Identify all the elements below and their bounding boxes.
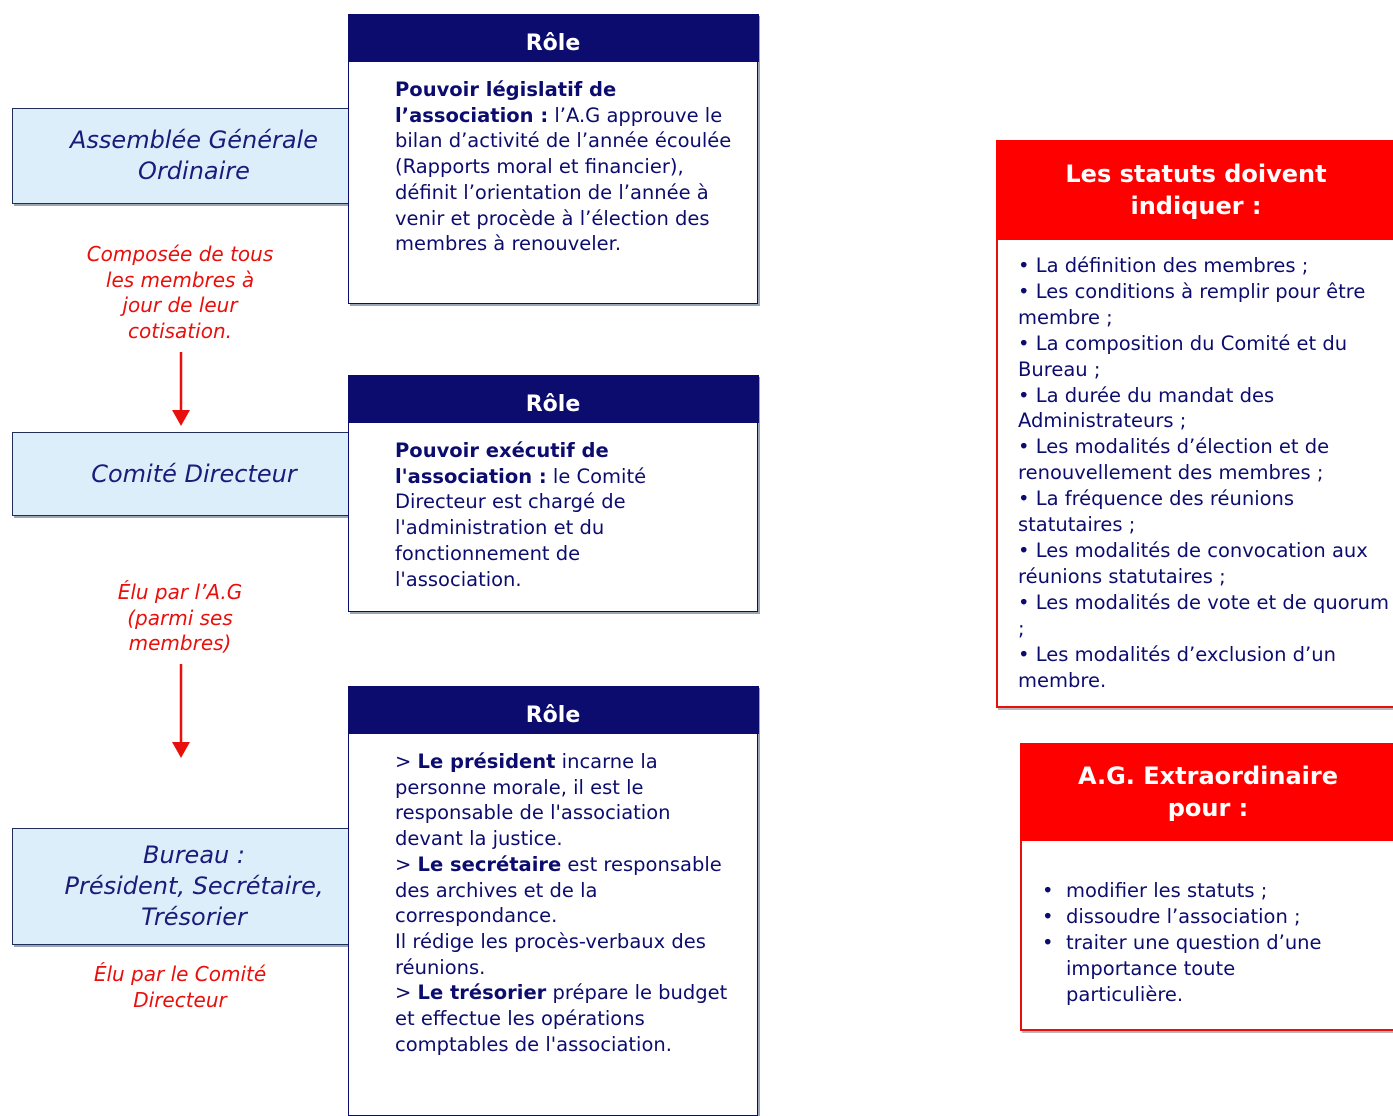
statuts-title	[996, 140, 1393, 240]
note-line: Élu par le Comité	[93, 962, 267, 986]
comite-election-note	[40, 580, 320, 657]
note-line: Élu par l’A.G	[117, 580, 243, 604]
statuts-title-text: Les statuts doivent indiquer :	[1065, 160, 1327, 220]
role-title: Rôle	[348, 686, 759, 734]
list-item: • La fréquence des réunions statutaires ;	[1018, 487, 1295, 537]
tresorier-bold: Le trésorier	[417, 981, 547, 1005]
arrow-down-icon	[168, 664, 194, 760]
role-desc: l’A.G approuve le bilan d’activité de l’année écoulée (Rapports moral et financier), définit l’orientation de l’année à venir et procède à l’élection des membres à renouveler.	[395, 103, 732, 256]
secretaire-paragraph-2: Il rédige les procès-verbaux des réunions.	[395, 929, 706, 979]
list-item: • traiter une question d’une importance toute particulière.	[1042, 930, 1352, 1008]
bureau-box	[12, 828, 376, 945]
role-box-ag	[348, 14, 758, 304]
role-bold: Pouvoir législatif de l’association :	[395, 78, 617, 127]
tresorier-desc: prépare le budget et effectue les opérations comptables de l'association.	[395, 981, 728, 1056]
list-item: • dissoudre l’association ;	[1042, 904, 1352, 930]
list-item: • La durée du mandat des Administrateurs ;	[1018, 383, 1275, 433]
bureau-election-note	[40, 962, 320, 1013]
ag-extraordinaire-title-text: A.G. Extraordinaire pour :	[1077, 762, 1339, 822]
comite-directeur-label: Comité Directeur	[91, 459, 297, 488]
note-line: Composée de tous	[86, 242, 274, 266]
list-item: • modifier les statuts ;	[1042, 878, 1352, 904]
note-line: membres)	[128, 631, 232, 655]
comite-directeur-box	[12, 432, 376, 516]
role-text	[395, 438, 695, 592]
list-item: • Les modalités de vote et de quorum ;	[1018, 590, 1390, 640]
bullet-prefix: >	[395, 750, 418, 773]
role-box-bureau	[348, 686, 758, 1116]
ag-composition-note	[40, 242, 320, 344]
list-item: • Les modalités d’exclusion d’un membre.	[1018, 642, 1336, 692]
secretaire-desc: est responsable des archives et de la correspondance.	[395, 852, 722, 928]
ag-extraordinaire-list	[1042, 878, 1352, 1008]
president-bold: Le président	[417, 750, 556, 773]
statuts-list	[1018, 253, 1390, 693]
role-text	[395, 749, 735, 1057]
note-line: les membres à	[105, 267, 255, 292]
assemblee-generale-line2: Ordinaire	[138, 157, 250, 185]
ag-extraordinaire-box	[1020, 743, 1393, 1031]
list-item: • Les modalités de convocation aux réunions statutaires ;	[1018, 538, 1368, 588]
role-title: Rôle	[348, 14, 759, 62]
statuts-box	[996, 140, 1393, 708]
role-title: Rôle	[348, 375, 759, 423]
note-line: jour de leur	[122, 293, 238, 317]
bullet-prefix: >	[395, 852, 418, 876]
bureau-line3: Trésorier	[141, 903, 247, 931]
secretaire-paragraph	[395, 852, 735, 929]
note-line: cotisation.	[128, 318, 232, 343]
role-text	[395, 77, 735, 257]
list-item: • Les modalités d’élection et de renouvellement des membres ;	[1018, 435, 1330, 485]
tresorier-paragraph	[395, 980, 735, 1057]
list-item: • La définition des membres ;	[1018, 254, 1309, 277]
note-line: Directeur	[133, 987, 227, 1012]
list-item: • Les conditions à remplir pour être membre ;	[1018, 279, 1366, 329]
president-desc: incarne la personne morale, il est le responsable de l'association devant la justice.	[395, 750, 671, 851]
arrow-down-icon	[168, 352, 194, 428]
bureau-line2: Président, Secrétaire,	[64, 872, 324, 900]
assemblee-generale-box	[12, 108, 376, 204]
role-box-comite	[348, 375, 758, 612]
list-item: • La composition du Comité et du Bureau ;	[1018, 331, 1348, 381]
president-paragraph	[395, 749, 735, 852]
role-desc: le Comité Directeur est chargé de l'administration et du fonctionnement de l'association.	[395, 464, 647, 591]
role-bold: Pouvoir exécutif de l'association :	[395, 439, 609, 488]
ag-extraordinaire-title	[1020, 743, 1393, 841]
bullet-prefix: >	[395, 981, 418, 1005]
secretaire-bold: Le secrétaire	[417, 852, 562, 876]
assemblee-generale-line1: Assemblée Générale	[70, 126, 318, 154]
note-line: (parmi ses	[127, 605, 233, 630]
bureau-line1: Bureau :	[143, 841, 245, 869]
